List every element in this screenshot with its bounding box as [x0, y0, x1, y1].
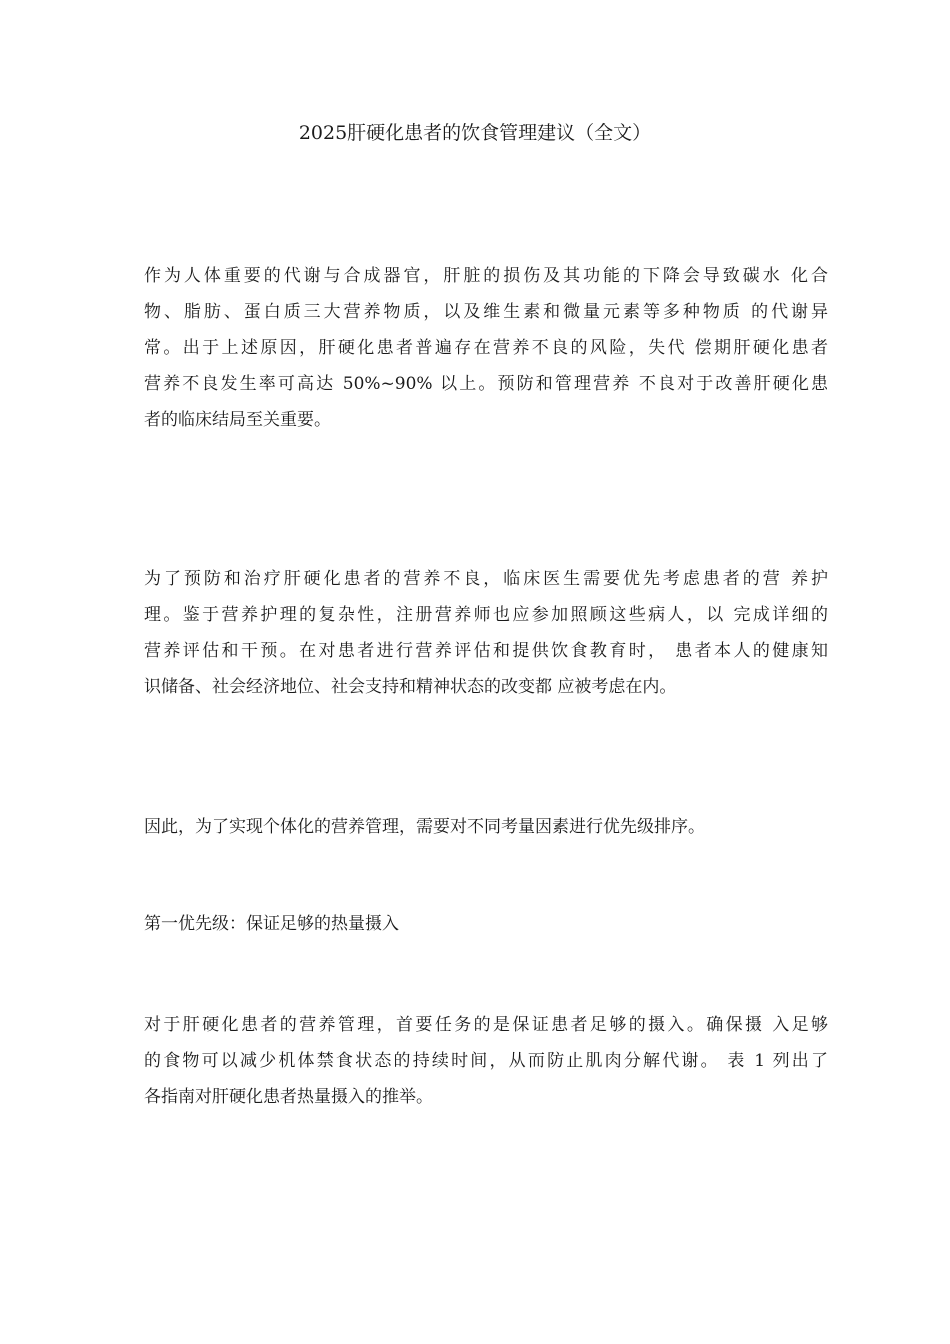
paragraph-nutrition-care — [144, 561, 828, 705]
paragraph-line: 者的临床结局至关重要。 — [144, 410, 331, 430]
paragraph-line: 对于肝硬化患者的营养管理，首要任务的是保证患者足够的摄入。确保摄 入足够 — [144, 1015, 828, 1035]
paragraph-line: 因此，为了实现个体化的营养管理，需要对不同考量因素进行优先级排序。 — [144, 817, 705, 837]
paragraph-line: 第一优先级：保证足够的热量摄入 — [144, 914, 399, 934]
paragraph-line: 识储备、社会经济地位、社会支持和精神状态的改变都 应被考虑在内。 — [144, 677, 677, 697]
paragraph-line: 各指南对肝硬化患者热量摄入的推举。 — [144, 1087, 433, 1107]
paragraph-line: 物、脂肪、蛋白质三大营养物质，以及维生素和微量元素等多种物质 的代谢异 — [144, 302, 828, 322]
paragraph-line: 作为人体重要的代谢与合成器官，肝脏的损伤及其功能的下降会导致碳水 化合 — [144, 266, 828, 286]
document-title: 2025肝硬化患者的饮食管理建议（全文） — [298, 122, 652, 144]
paragraph-intro — [144, 258, 828, 438]
paragraph-line: 的食物可以减少机体禁食状态的持续时间，从而防止肌肉分解代谢。 表 1 列出了 — [144, 1051, 828, 1071]
paragraph-line: 常。出于上述原因，肝硬化患者普遍存在营养不良的风险，失代 偿期肝硬化患者 — [144, 338, 828, 358]
paragraph-priority-intro — [144, 809, 828, 845]
paragraph-line: 营养不良发生率可高达 50%~90% 以上。预防和管理营养 不良对于改善肝硬化患 — [144, 374, 828, 394]
paragraph-line: 为了预防和治疗肝硬化患者的营养不良，临床医生需要优先考虑患者的营 养护 — [144, 569, 828, 589]
paragraph-line: 理。鉴于营养护理的复杂性，注册营养师也应参加照顾这些病人，以 完成详细的 — [144, 605, 828, 625]
paragraph-line: 营养评估和干预。在对患者进行营养评估和提供饮食教育时， 患者本人的健康知 — [144, 641, 828, 661]
paragraph-caloric-intake — [144, 1007, 828, 1115]
section-heading-priority-one — [144, 906, 828, 942]
